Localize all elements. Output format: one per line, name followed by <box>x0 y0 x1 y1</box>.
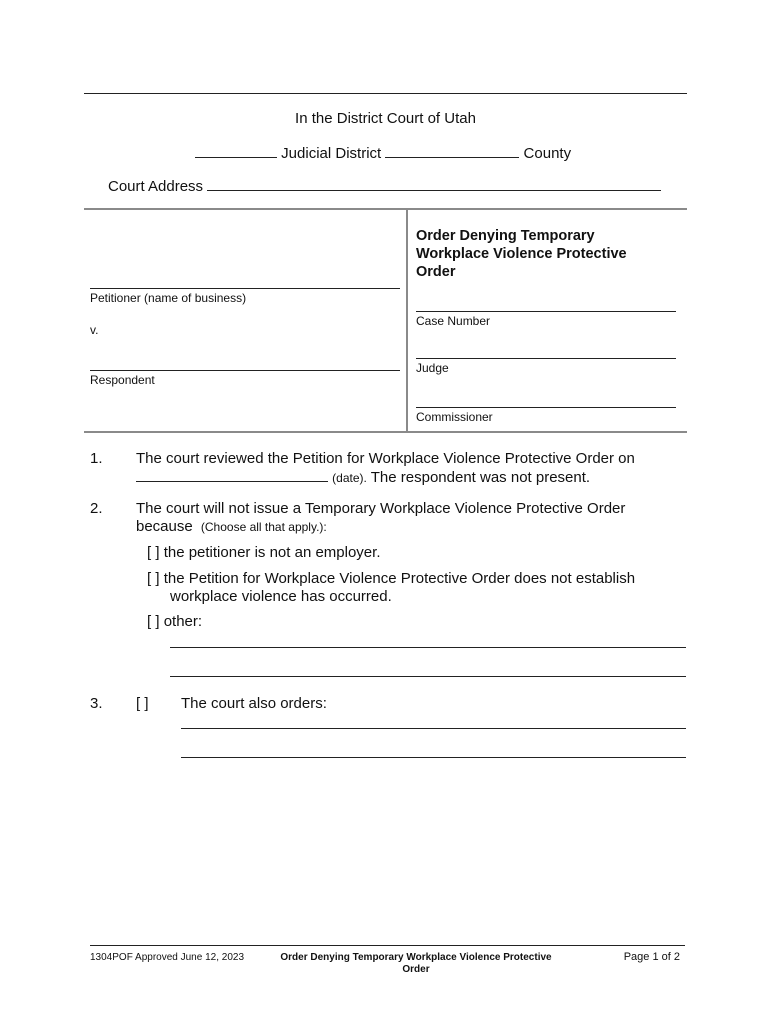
court-address-label: Court Address <box>108 178 204 195</box>
top-rule <box>84 93 687 94</box>
choose-note: (Choose all that apply.): <box>200 520 327 534</box>
versus-label: v. <box>90 323 99 337</box>
because-text: because <box>136 518 193 535</box>
footer-rule <box>90 945 685 946</box>
item-1-number: 1. <box>90 450 103 467</box>
court-address-row <box>108 176 668 195</box>
form-id: 1304POF Approved June 12, 2023 <box>90 952 245 963</box>
court-heading: In the District Court of Utah <box>295 110 476 127</box>
item-2-number: 2. <box>90 500 103 517</box>
judicial-district-label: Judicial District <box>281 145 382 162</box>
commissioner-label: Commissioner <box>416 410 493 424</box>
petitioner-label: Petitioner (name of business) <box>90 291 247 305</box>
judicial-district-number-field[interactable] <box>195 143 277 158</box>
option-text: the Petition for Workplace Violence Protective Order does not establish <box>163 570 636 587</box>
item-3-checkbox[interactable]: [ ] <box>136 695 149 712</box>
respondent-not-present-text: The respondent was not present. <box>370 469 591 486</box>
also-orders-field-2[interactable] <box>181 757 686 758</box>
checkbox[interactable]: [ ] <box>147 570 160 587</box>
item-3-text: The court also orders: <box>181 695 327 712</box>
case-number-field[interactable] <box>416 311 676 312</box>
option-other[interactable] <box>147 613 202 630</box>
item-3-number: 3. <box>90 695 103 712</box>
option-not-employer[interactable] <box>147 544 380 561</box>
also-orders-field-1[interactable] <box>181 728 686 729</box>
footer-title: Order Denying Temporary Workplace Violence Protective Order <box>280 952 552 975</box>
judge-field[interactable] <box>416 358 676 359</box>
case-number-label: Case Number <box>416 314 491 328</box>
checkbox[interactable]: [ ] <box>147 613 160 630</box>
respondent-label: Respondent <box>90 373 155 387</box>
commissioner-field[interactable] <box>416 407 676 408</box>
caption-bottom-rule <box>84 431 687 433</box>
judge-label: Judge <box>416 361 449 375</box>
caption-top-rule <box>84 208 687 210</box>
order-title: Order Denying Temporary Workplace Violence Protective Order <box>416 228 627 280</box>
respondent-field[interactable] <box>90 370 400 371</box>
item-1-line2 <box>136 467 590 486</box>
petitioner-field[interactable] <box>90 288 400 289</box>
item-2-line2 <box>136 518 327 535</box>
court-address-field[interactable] <box>207 176 661 191</box>
page-number: Page 1 of 2 <box>623 951 680 963</box>
date-label: (date). <box>332 471 367 485</box>
other-reason-field-2[interactable] <box>170 676 686 677</box>
item-1-text: The court reviewed the Petition for Workplace Violence Protective Order on <box>136 450 635 467</box>
option-text: the petitioner is not an employer. <box>163 544 381 561</box>
county-label: County <box>523 145 572 162</box>
option-no-violence-line2: workplace violence has occurred. <box>170 588 392 605</box>
caption-divider <box>406 209 408 432</box>
option-text: other: <box>163 613 203 630</box>
item-2-text: The court will not issue a Temporary Workplace Violence Protective Order <box>136 500 626 517</box>
judicial-district-row <box>195 143 595 162</box>
county-name-field[interactable] <box>385 143 519 158</box>
checkbox[interactable]: [ ] <box>147 544 160 561</box>
other-reason-field-1[interactable] <box>170 647 686 648</box>
option-no-violence[interactable] <box>147 570 635 587</box>
review-date-field[interactable] <box>136 467 328 482</box>
